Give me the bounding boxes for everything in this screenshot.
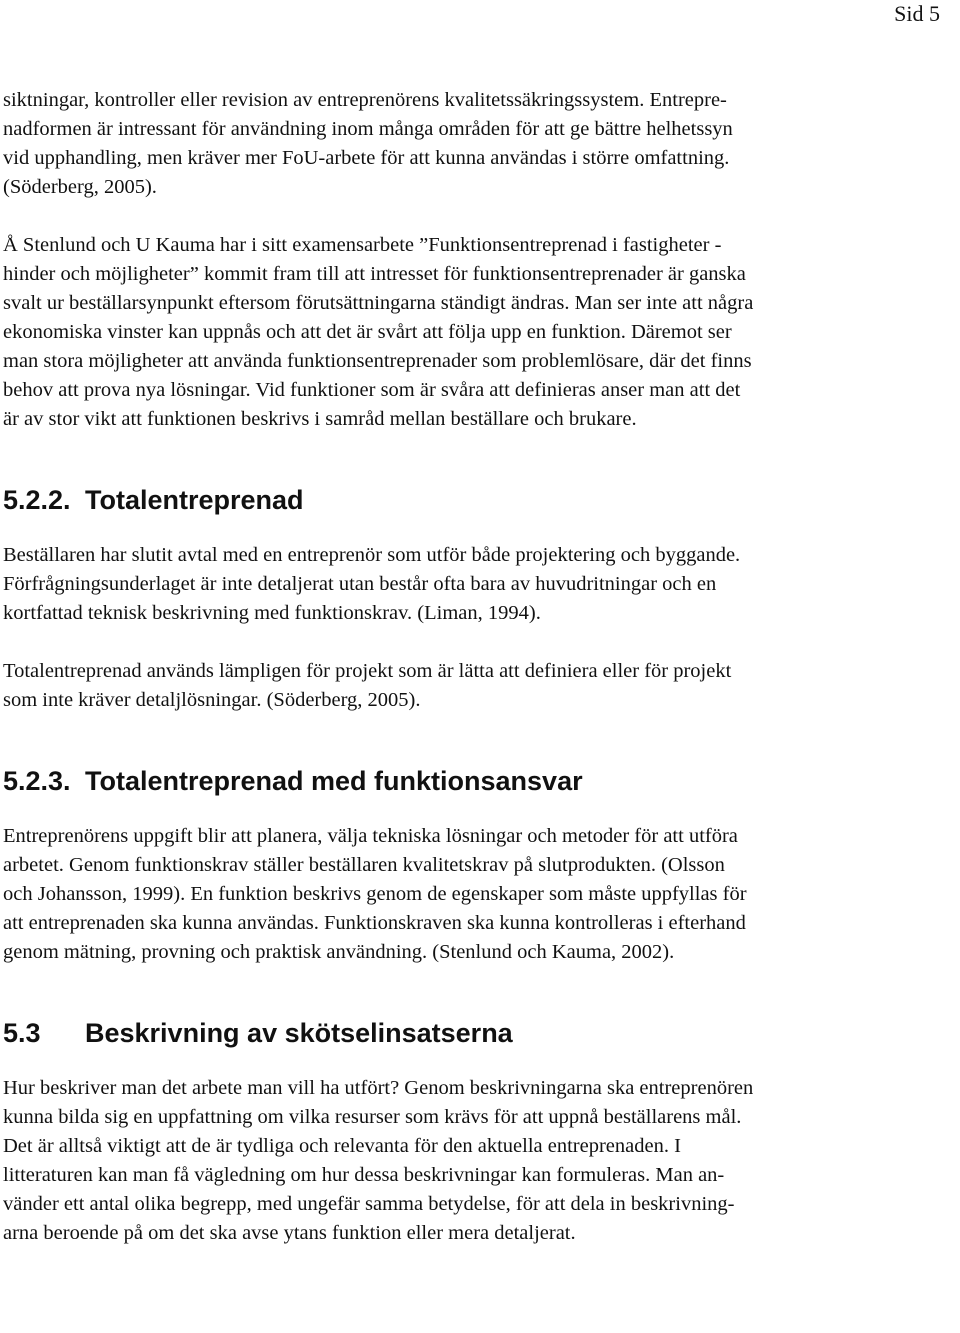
paragraph-5: Entreprenörens uppgift blir att planera, välja tekniska lösningar och metoder för att utföra arbetet. Genom funktionskrav ställer beställaren kvalitetskrav på slutprodukten. (Olsson och Johansson, 1999). En funktion beskrivs genom de egenskaper som måste uppfyllas för att entreprenaden ska kunna användas. Funktionskraven ska kunna kontrolleras i efterhand genom mätning, provning och praktisk användning. (Stenlund och Kauma, 2002). [3, 825, 747, 963]
section-heading-5-3 [3, 1016, 931, 1050]
paragraph-3: Beställaren har slutit avtal med en entreprenör som utför både projektering och byggande. Förfrågningsunderlaget är inte detaljerat utan består ofta bara av huvudritningar och en kortfattad teknisk beskrivning med funktionskrav. (Liman, 1994). [3, 544, 741, 624]
paragraph-2: Å Stenlund och U Kauma har i sitt examensarbete ”Funktionsentreprenad i fastigheter - hinder och möjligheter” kommit fram till att intresset för funktionsentreprenader är ganska svalt ur beställarsynpunkt eftersom förutsättningarna ständigt ändras. Man ser inte att några ekonomiska vinster kan uppnås och att det är svårt att följa upp en funktion. Däremot ser man stora möjligheter att använda funktionsentreprenader som problemlösare, där det finns behov att prova nya lösningar. Vid funktioner som är svåra att definieras anser man att det är av stor vikt att funktionen beskrivs i samråd mellan beställare och brukare. [3, 234, 754, 430]
section-title: Totalentreprenad [85, 485, 304, 515]
paragraph-6: Hur beskriver man det arbete man vill ha utfört? Genom beskrivningarna ska entreprenören kunna bilda sig en uppfattning om vilka resurser som krävs för att uppnå beställarens mål. Det är alltså viktigt att de är tydliga och relevanta för den aktuella entreprenaden. I litteraturen kan man få vägledning om hur dessa beskrivningar kan formuleras. Man an- vänder ett antal olika begrepp, med ungefär samma betydelse, för att dela in beskrivning- arna beroende på om det ska avse ytans funktion eller mera detaljerat. [3, 1077, 754, 1244]
section-title: Beskrivning av skötselinsatserna [85, 1018, 513, 1048]
section-number: 5.2.2. [3, 485, 71, 515]
section-title: Totalentreprenad med funktionsansvar [85, 766, 583, 796]
section-number: 5.3 [3, 1018, 41, 1048]
section-heading-5-2-3 [3, 764, 931, 798]
paragraph-1: siktningar, kontroller eller revision av entreprenörens kvalitetssäkringssystem. Entrepre- nadformen är intressant för användning inom många områden för att ge bättre helhetssyn vid upphandling, men kräver mer FoU-arbete för att kunna användas i större omfattning. (Söderberg, 2005). [3, 89, 733, 198]
page-number: Sid 5 [894, 1, 940, 26]
section-number: 5.2.3. [3, 766, 71, 796]
section-heading-5-2-2 [3, 483, 931, 517]
document-body [3, 86, 931, 1248]
paragraph-4: Totalentreprenad används lämpligen för projekt som är lätta att definiera eller för projekt som inte kräver detaljlösningar. (Söderberg, 2005). [3, 660, 732, 711]
